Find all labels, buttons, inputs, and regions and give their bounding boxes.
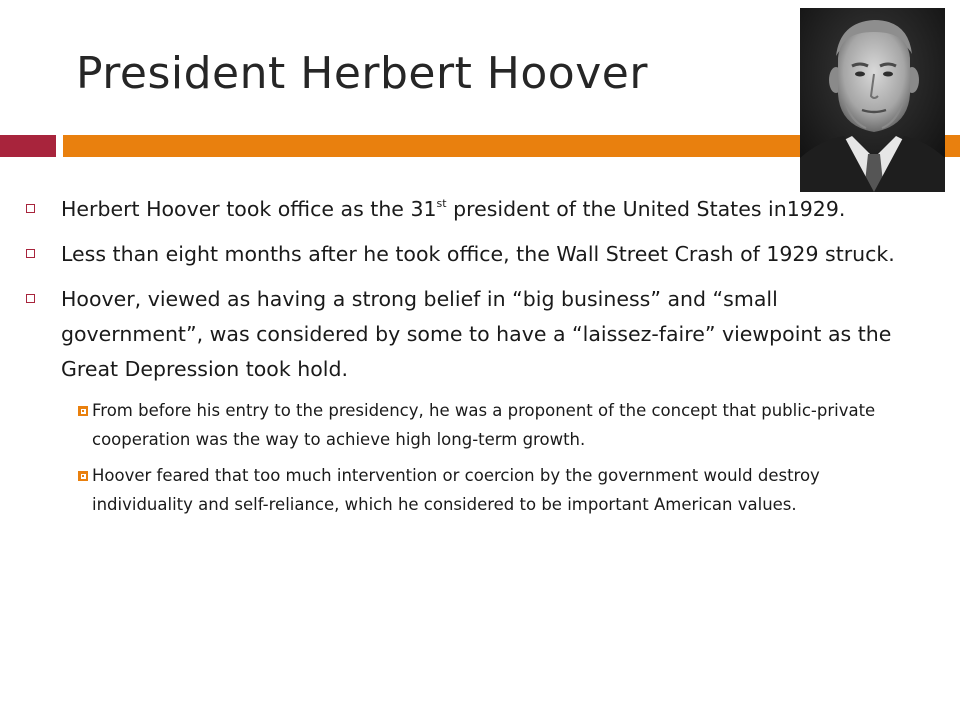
ordinal-superscript: st [436,197,447,210]
portrait-illustration [800,8,945,192]
sub-bullet-item [78,397,904,454]
bullet-square-icon [26,294,35,303]
title-accent-bar-red [0,135,56,157]
bullet-square-icon [26,249,35,258]
bullet-text [61,197,845,221]
sub-bullet-text: Hoover feared that too much intervention or coercion by the government would destroy individuality and self-reliance, which he considered to be important American values. [92,466,820,514]
bullet-item [24,192,904,227]
bullet-item [24,282,904,387]
bullet-text: Hoover, viewed as having a strong belief in “big business” and “small government”, was considered by some to have a “laissez-faire” viewpoint as the Great Depression took hold. [61,287,892,381]
bullet-list [24,192,904,527]
bullet-text-part: president of the United States in1929. [446,197,846,221]
portrait-photo [800,8,945,192]
bullet-text-part: Herbert Hoover took office as the 31 [61,197,437,221]
sub-bullet-text: From before his entry to the presidency, he was a proponent of the concept that public-private cooperation was the way to achieve high long-term growth. [92,401,876,449]
sub-bullet-item [78,462,904,519]
slide-title: President Herbert Hoover [76,48,648,99]
sub-bullet-square-icon [78,406,88,416]
bullet-item [24,237,904,272]
sub-bullet-square-icon [78,471,88,481]
bullet-square-icon [26,204,35,213]
bullet-text: Less than eight months after he took office, the Wall Street Crash of 1929 struck. [61,242,895,266]
